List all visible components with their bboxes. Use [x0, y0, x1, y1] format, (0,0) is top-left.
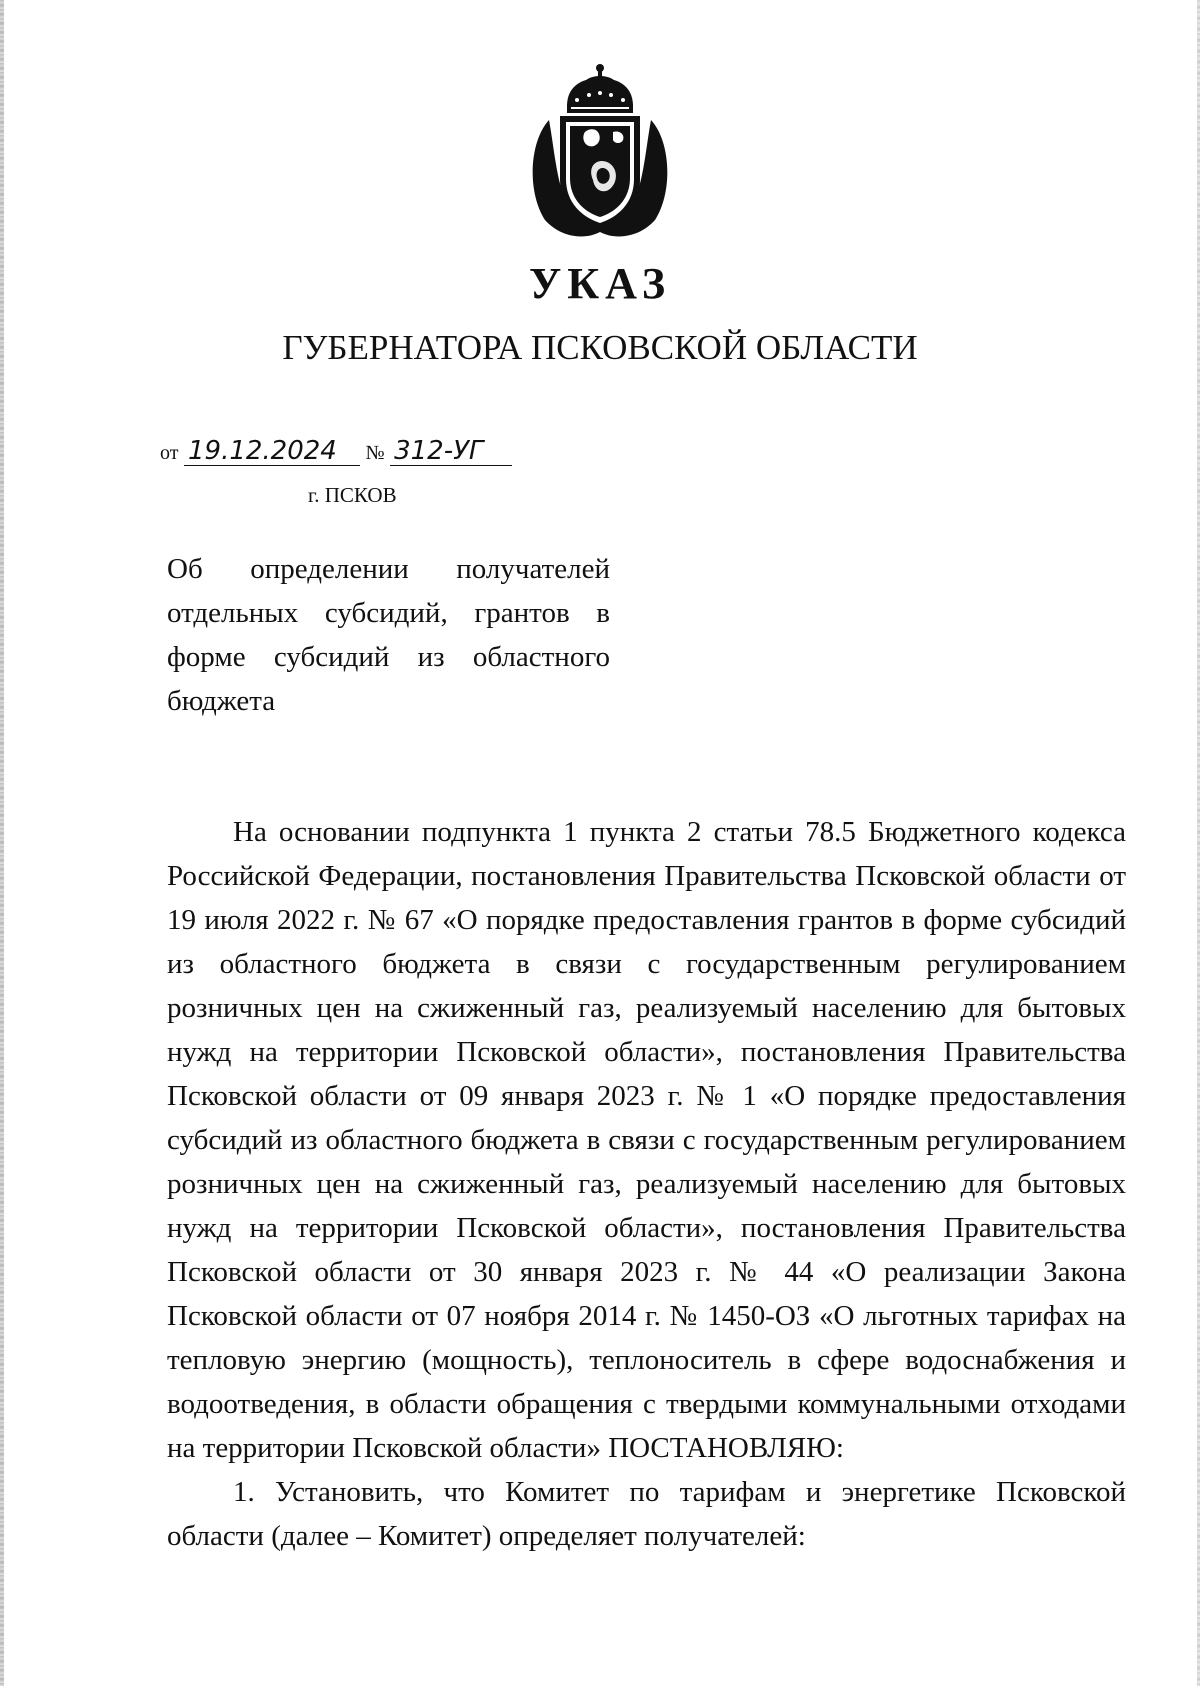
date-prefix: от: [160, 442, 179, 464]
date-number-line: [160, 438, 512, 466]
city-label: г. ПСКОВ: [308, 483, 397, 507]
coat-of-arms-icon: [527, 62, 673, 242]
document-subtitle: ГУБЕРНАТОРА ПСКОВСКОЙ ОБЛАСТИ: [282, 328, 918, 367]
handwritten-date: 19.12.2024: [184, 438, 360, 466]
number-prefix: №: [365, 442, 385, 464]
scan-edge-left: [0, 0, 4, 1686]
handwritten-number: 312-УГ: [390, 438, 512, 466]
body-paragraph: На основании подпункта 1 пункта 2 статьи 78.5 Бюджетного кодекса Российской Федерации, постановления Правительства Псковской области от 19 июля 2022 г. № 67 «О порядке предоставления грантов в форме субсидий из областного бюджета в связи с государственным регулированием розничных цен на сжиженный газ, реализуемый населению для бытовых нужд на территории Псковской области», постановления Правительства Псковской области от 09 января 2023 г. № 1 «О порядке предоставления субсидий из областного бюджета в связи с государственным регулированием розничных цен на сжиженный газ, реализуемый населению для бытовых нужд на территории Псковской области», постановления Правительства Псковской области от 30 января 2023 г. № 44 «О реализации Закона Псковской области от 07 ноября 2014 г. № 1450-ОЗ «О льготных тарифах на тепловую энергию (мощность), теплоноситель в сфере водоснабжения и водоотведения, в области обращения с твердыми коммунальными отходами на территории Псковской области» ПОСТАНОВЛЯЮ:: [167, 816, 1126, 1464]
document-body: [167, 810, 1126, 1558]
body-paragraph: 1. Установить, что Комитет по тарифам и энергетике Псковской области (далее – Комитет) определяет получателей:: [167, 1476, 1126, 1552]
document-title: УКАЗ: [528, 259, 672, 308]
document-subject: Об определении получателей отдельных субсидий, грантов в форме субсидий из областного бюджета: [167, 553, 610, 717]
